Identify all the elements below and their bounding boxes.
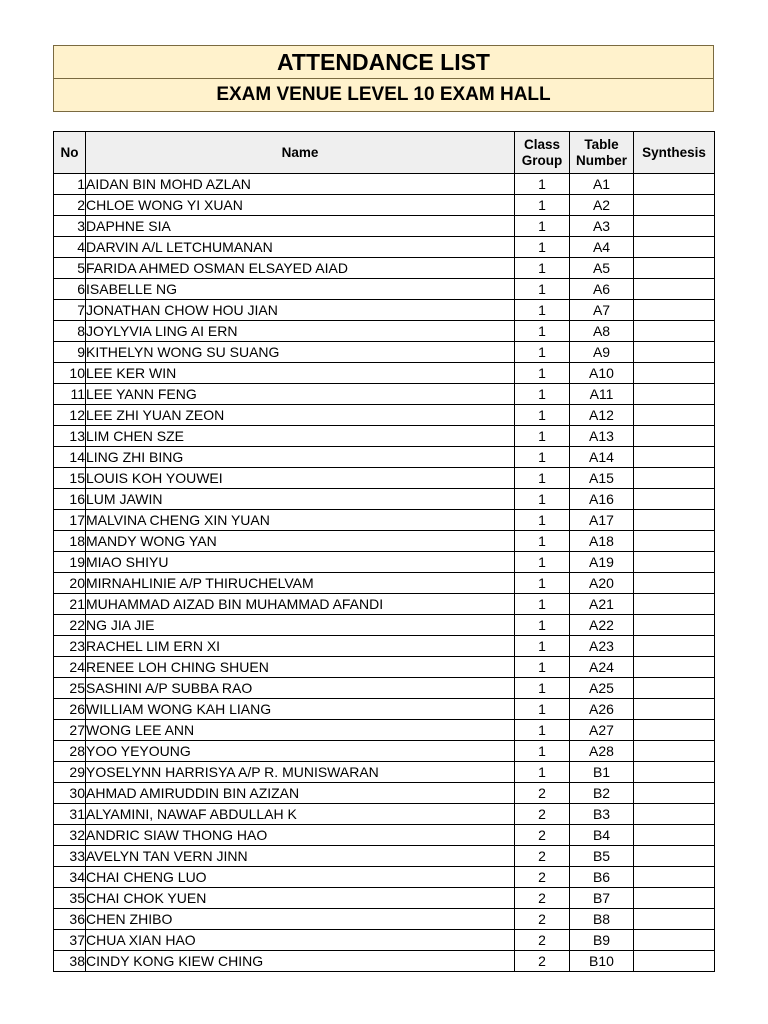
table-number-cell: B2 <box>570 783 634 804</box>
class-group-cell: 1 <box>515 321 570 342</box>
table-number-cell: B9 <box>570 930 634 951</box>
table-row <box>54 216 715 237</box>
column-header-no: No <box>54 132 86 174</box>
table-number-cell: A22 <box>570 615 634 636</box>
student-name: LUM JAWIN <box>86 489 515 510</box>
student-name: FARIDA AHMED OSMAN ELSAYED AIAD <box>86 258 515 279</box>
class-group-cell: 1 <box>515 552 570 573</box>
row-number: 19 <box>54 552 86 573</box>
table-number-cell: A28 <box>570 741 634 762</box>
class-group-cell: 1 <box>515 342 570 363</box>
class-group-cell: 2 <box>515 867 570 888</box>
row-number: 30 <box>54 783 86 804</box>
synthesis-cell <box>634 426 715 447</box>
class-group-cell: 2 <box>515 930 570 951</box>
class-group-cell: 2 <box>515 888 570 909</box>
table-number-cell: A7 <box>570 300 634 321</box>
table-number-cell: A17 <box>570 510 634 531</box>
student-name: DARVIN A/L LETCHUMANAN <box>86 237 515 258</box>
row-number: 4 <box>54 237 86 258</box>
column-header-table-number-line2: Number <box>575 152 627 168</box>
table-number-cell: A23 <box>570 636 634 657</box>
table-row <box>54 636 715 657</box>
synthesis-cell <box>634 804 715 825</box>
synthesis-cell <box>634 888 715 909</box>
class-group-cell: 1 <box>515 468 570 489</box>
student-name: AIDAN BIN MOHD AZLAN <box>86 174 515 195</box>
student-name: CHAI CHENG LUO <box>86 867 515 888</box>
table-row <box>54 552 715 573</box>
table-number-cell: A20 <box>570 573 634 594</box>
row-number: 13 <box>54 426 86 447</box>
class-group-cell: 1 <box>515 195 570 216</box>
table-row <box>54 615 715 636</box>
class-group-cell: 1 <box>515 573 570 594</box>
student-name: ALYAMINI, NAWAF ABDULLAH K <box>86 804 515 825</box>
row-number: 21 <box>54 594 86 615</box>
table-row <box>54 531 715 552</box>
attendance-table-body <box>54 174 715 972</box>
table-row <box>54 174 715 195</box>
row-number: 18 <box>54 531 86 552</box>
student-name: AHMAD AMIRUDDIN BIN AZIZAN <box>86 783 515 804</box>
table-row <box>54 300 715 321</box>
synthesis-cell <box>634 909 715 930</box>
student-name: MIAO SHIYU <box>86 552 515 573</box>
table-row <box>54 930 715 951</box>
row-number: 14 <box>54 447 86 468</box>
student-name: YOO YEYOUNG <box>86 741 515 762</box>
synthesis-cell <box>634 825 715 846</box>
column-header-class-group <box>515 132 570 174</box>
table-row <box>54 405 715 426</box>
synthesis-cell <box>634 279 715 300</box>
table-row <box>54 888 715 909</box>
table-number-cell: A10 <box>570 363 634 384</box>
table-number-cell: B5 <box>570 846 634 867</box>
class-group-cell: 2 <box>515 804 570 825</box>
class-group-cell: 1 <box>515 363 570 384</box>
class-group-cell: 1 <box>515 447 570 468</box>
student-name: LOUIS KOH YOUWEI <box>86 468 515 489</box>
class-group-cell: 1 <box>515 174 570 195</box>
class-group-cell: 1 <box>515 678 570 699</box>
attendance-table <box>53 131 715 972</box>
table-row <box>54 762 715 783</box>
student-name: LEE YANN FENG <box>86 384 515 405</box>
row-number: 2 <box>54 195 86 216</box>
class-group-cell: 1 <box>515 636 570 657</box>
class-group-cell: 1 <box>515 720 570 741</box>
student-name: NG JIA JIE <box>86 615 515 636</box>
class-group-cell: 1 <box>515 657 570 678</box>
table-number-cell: B4 <box>570 825 634 846</box>
row-number: 15 <box>54 468 86 489</box>
synthesis-cell <box>634 300 715 321</box>
table-row <box>54 699 715 720</box>
table-number-cell: A2 <box>570 195 634 216</box>
row-number: 29 <box>54 762 86 783</box>
student-name: WONG LEE ANN <box>86 720 515 741</box>
synthesis-cell <box>634 510 715 531</box>
column-header-name: Name <box>86 132 515 174</box>
synthesis-cell <box>634 405 715 426</box>
row-number: 38 <box>54 951 86 972</box>
row-number: 36 <box>54 909 86 930</box>
synthesis-cell <box>634 552 715 573</box>
table-row <box>54 657 715 678</box>
synthesis-cell <box>634 384 715 405</box>
student-name: MALVINA CHENG XIN YUAN <box>86 510 515 531</box>
class-group-cell: 2 <box>515 846 570 867</box>
row-number: 25 <box>54 678 86 699</box>
student-name: CHAI CHOK YUEN <box>86 888 515 909</box>
row-number: 11 <box>54 384 86 405</box>
table-number-cell: A9 <box>570 342 634 363</box>
class-group-cell: 1 <box>515 615 570 636</box>
title-banner <box>53 45 714 112</box>
table-number-cell: A26 <box>570 699 634 720</box>
class-group-cell: 2 <box>515 825 570 846</box>
class-group-cell: 1 <box>515 489 570 510</box>
table-number-cell: A18 <box>570 531 634 552</box>
synthesis-cell <box>634 342 715 363</box>
synthesis-cell <box>634 468 715 489</box>
table-row <box>54 573 715 594</box>
table-row <box>54 384 715 405</box>
student-name: AVELYN TAN VERN JINN <box>86 846 515 867</box>
page-title: ATTENDANCE LIST <box>54 46 713 79</box>
row-number: 7 <box>54 300 86 321</box>
student-name: LEE KER WIN <box>86 363 515 384</box>
class-group-cell: 2 <box>515 783 570 804</box>
student-name: LEE ZHI YUAN ZEON <box>86 405 515 426</box>
row-number: 10 <box>54 363 86 384</box>
synthesis-cell <box>634 678 715 699</box>
student-name: SASHINI A/P SUBBA RAO <box>86 678 515 699</box>
synthesis-cell <box>634 699 715 720</box>
table-row <box>54 783 715 804</box>
row-number: 12 <box>54 405 86 426</box>
student-name: YOSELYNN HARRISYA A/P R. MUNISWARAN <box>86 762 515 783</box>
row-number: 16 <box>54 489 86 510</box>
table-number-cell: B10 <box>570 951 634 972</box>
row-number: 37 <box>54 930 86 951</box>
student-name: JOYLYVIA LING AI ERN <box>86 321 515 342</box>
table-row <box>54 321 715 342</box>
synthesis-cell <box>634 489 715 510</box>
row-number: 26 <box>54 699 86 720</box>
class-group-cell: 1 <box>515 279 570 300</box>
synthesis-cell <box>634 174 715 195</box>
class-group-cell: 1 <box>515 384 570 405</box>
row-number: 6 <box>54 279 86 300</box>
row-number: 27 <box>54 720 86 741</box>
class-group-cell: 1 <box>515 405 570 426</box>
student-name: LING ZHI BING <box>86 447 515 468</box>
row-number: 8 <box>54 321 86 342</box>
table-row <box>54 594 715 615</box>
table-number-cell: A11 <box>570 384 634 405</box>
student-name: LIM CHEN SZE <box>86 426 515 447</box>
table-number-cell: A13 <box>570 426 634 447</box>
class-group-cell: 1 <box>515 762 570 783</box>
table-row <box>54 720 715 741</box>
class-group-cell: 2 <box>515 909 570 930</box>
row-number: 17 <box>54 510 86 531</box>
table-row <box>54 510 715 531</box>
synthesis-cell <box>634 447 715 468</box>
student-name: CHUA XIAN HAO <box>86 930 515 951</box>
table-number-cell: A6 <box>570 279 634 300</box>
class-group-cell: 1 <box>515 594 570 615</box>
column-header-table-number <box>570 132 634 174</box>
synthesis-cell <box>634 657 715 678</box>
table-row <box>54 867 715 888</box>
student-name: MIRNAHLINIE A/P THIRUCHELVAM <box>86 573 515 594</box>
synthesis-cell <box>634 741 715 762</box>
table-number-cell: A24 <box>570 657 634 678</box>
table-row <box>54 468 715 489</box>
row-number: 23 <box>54 636 86 657</box>
table-row <box>54 951 715 972</box>
column-header-class-group-line1: Class <box>523 136 561 152</box>
table-row <box>54 804 715 825</box>
student-name: MUHAMMAD AIZAD BIN MUHAMMAD AFANDI <box>86 594 515 615</box>
column-header-table-number-line1: Table <box>584 136 619 152</box>
table-row <box>54 909 715 930</box>
row-number: 31 <box>54 804 86 825</box>
table-header-row <box>54 132 715 174</box>
table-number-cell: A1 <box>570 174 634 195</box>
synthesis-cell <box>634 951 715 972</box>
synthesis-cell <box>634 237 715 258</box>
synthesis-cell <box>634 216 715 237</box>
synthesis-cell <box>634 720 715 741</box>
table-row <box>54 279 715 300</box>
synthesis-cell <box>634 363 715 384</box>
synthesis-cell <box>634 531 715 552</box>
class-group-cell: 1 <box>515 216 570 237</box>
table-row <box>54 342 715 363</box>
synthesis-cell <box>634 867 715 888</box>
table-number-cell: A14 <box>570 447 634 468</box>
table-number-cell: A4 <box>570 237 634 258</box>
table-number-cell: A27 <box>570 720 634 741</box>
synthesis-cell <box>634 594 715 615</box>
synthesis-cell <box>634 783 715 804</box>
student-name: JONATHAN CHOW HOU JIAN <box>86 300 515 321</box>
student-name: ANDRIC SIAW THONG HAO <box>86 825 515 846</box>
synthesis-cell <box>634 636 715 657</box>
table-number-cell: B1 <box>570 762 634 783</box>
row-number: 35 <box>54 888 86 909</box>
row-number: 3 <box>54 216 86 237</box>
class-group-cell: 1 <box>515 237 570 258</box>
student-name: RACHEL LIM ERN XI <box>86 636 515 657</box>
row-number: 24 <box>54 657 86 678</box>
table-number-cell: A21 <box>570 594 634 615</box>
class-group-cell: 1 <box>515 699 570 720</box>
table-row <box>54 846 715 867</box>
student-name: KITHELYN WONG SU SUANG <box>86 342 515 363</box>
synthesis-cell <box>634 258 715 279</box>
row-number: 20 <box>54 573 86 594</box>
table-row <box>54 447 715 468</box>
table-number-cell: B8 <box>570 909 634 930</box>
table-number-cell: A12 <box>570 405 634 426</box>
class-group-cell: 1 <box>515 258 570 279</box>
student-name: DAPHNE SIA <box>86 216 515 237</box>
table-number-cell: B6 <box>570 867 634 888</box>
student-name: WILLIAM WONG KAH LIANG <box>86 699 515 720</box>
synthesis-cell <box>634 615 715 636</box>
class-group-cell: 1 <box>515 531 570 552</box>
class-group-cell: 1 <box>515 426 570 447</box>
table-row <box>54 489 715 510</box>
table-number-cell: B3 <box>570 804 634 825</box>
row-number: 28 <box>54 741 86 762</box>
table-row <box>54 678 715 699</box>
student-name: MANDY WONG YAN <box>86 531 515 552</box>
student-name: ISABELLE NG <box>86 279 515 300</box>
table-row <box>54 741 715 762</box>
column-header-synthesis: Synthesis <box>634 132 715 174</box>
synthesis-cell <box>634 930 715 951</box>
table-number-cell: A5 <box>570 258 634 279</box>
synthesis-cell <box>634 321 715 342</box>
page-subtitle: EXAM VENUE LEVEL 10 EXAM HALL <box>216 84 551 105</box>
student-name: CHLOE WONG YI XUAN <box>86 195 515 216</box>
row-number: 32 <box>54 825 86 846</box>
row-number: 33 <box>54 846 86 867</box>
table-number-cell: A3 <box>570 216 634 237</box>
row-number: 1 <box>54 174 86 195</box>
synthesis-cell <box>634 762 715 783</box>
synthesis-cell <box>634 846 715 867</box>
class-group-cell: 2 <box>515 951 570 972</box>
student-name: RENEE LOH CHING SHUEN <box>86 657 515 678</box>
row-number: 9 <box>54 342 86 363</box>
row-number: 22 <box>54 615 86 636</box>
student-name: CINDY KONG KIEW CHING <box>86 951 515 972</box>
column-header-class-group-line2: Group <box>521 152 563 168</box>
student-name: CHEN ZHIBO <box>86 909 515 930</box>
table-row <box>54 426 715 447</box>
class-group-cell: 1 <box>515 741 570 762</box>
row-number: 34 <box>54 867 86 888</box>
table-row <box>54 825 715 846</box>
synthesis-cell <box>634 195 715 216</box>
synthesis-cell <box>634 573 715 594</box>
table-number-cell: A16 <box>570 489 634 510</box>
row-number: 5 <box>54 258 86 279</box>
table-row <box>54 258 715 279</box>
table-number-cell: A15 <box>570 468 634 489</box>
table-row <box>54 363 715 384</box>
table-row <box>54 195 715 216</box>
table-number-cell: A19 <box>570 552 634 573</box>
table-number-cell: A25 <box>570 678 634 699</box>
table-row <box>54 237 715 258</box>
table-number-cell: B7 <box>570 888 634 909</box>
class-group-cell: 1 <box>515 510 570 531</box>
class-group-cell: 1 <box>515 300 570 321</box>
table-number-cell: A8 <box>570 321 634 342</box>
